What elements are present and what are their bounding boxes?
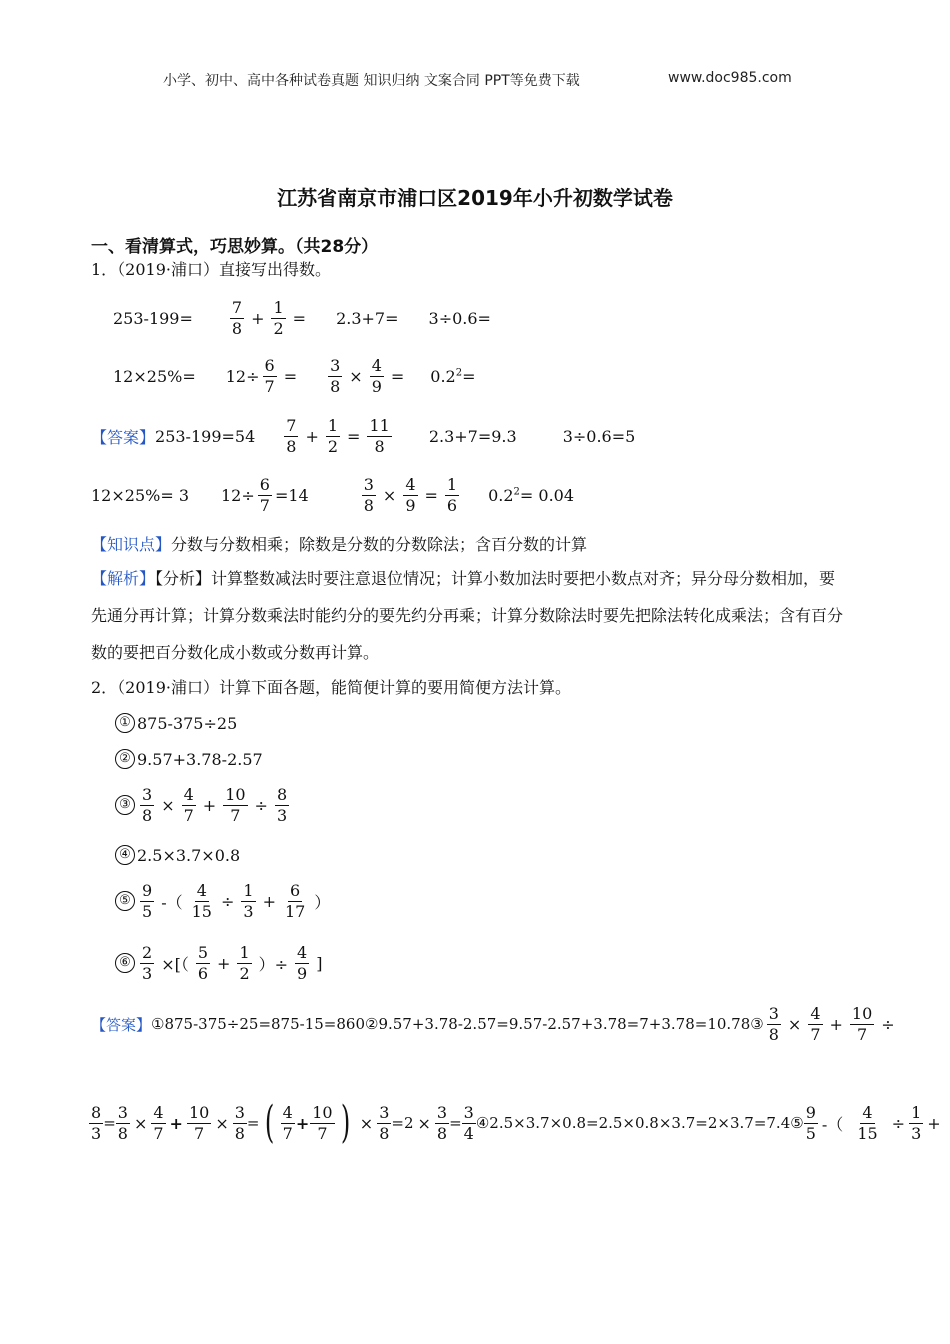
problem-number: ② <box>115 749 135 769</box>
q1-expr-d: 3÷0.6= <box>428 308 491 328</box>
fraction-denominator: 8 <box>330 376 341 396</box>
fraction <box>151 1103 165 1144</box>
exponent: 2 <box>513 486 520 498</box>
fraction-numerator: 3 <box>363 474 374 494</box>
fraction <box>435 1103 449 1144</box>
fraction <box>855 1103 879 1144</box>
math-text <box>488 486 574 505</box>
fraction-numerator: 3 <box>142 784 153 804</box>
fraction-numerator: 4 <box>196 880 207 900</box>
math-operator: -（ <box>821 1114 844 1134</box>
math-text: 12÷ <box>221 485 255 505</box>
fraction <box>362 475 376 516</box>
knowledge-point <box>91 535 587 555</box>
math-text: =14 <box>274 485 309 505</box>
fraction <box>377 1103 391 1144</box>
fraction-numerator: 3 <box>117 1102 128 1122</box>
q2-problem-5 <box>115 879 334 923</box>
fraction <box>241 881 255 922</box>
fraction <box>295 943 309 984</box>
math-operator: ÷ <box>881 1014 895 1034</box>
math-operator: ×[（ <box>161 954 189 974</box>
fraction-numerator: 8 <box>276 784 288 804</box>
math-text: 875-375÷25 <box>137 713 238 733</box>
math-operator: × <box>417 1113 431 1133</box>
math-text: 【知识点】 <box>91 535 172 554</box>
fraction <box>284 416 298 457</box>
fraction <box>140 785 154 826</box>
fraction-numerator: 4 <box>282 1102 293 1122</box>
fraction <box>116 1103 130 1144</box>
fraction-denominator: 7 <box>282 1123 293 1143</box>
fraction-numerator: 6 <box>290 880 301 900</box>
fraction-numerator: 9 <box>142 880 153 900</box>
fraction-denominator: 7 <box>153 1123 164 1143</box>
math-text: 2.3+7=9.3 <box>428 426 517 446</box>
analysis-paragraph <box>91 560 851 671</box>
q1-expr-c: 2.3+7= <box>336 308 399 328</box>
fraction-denominator: 3 <box>243 901 254 921</box>
fraction <box>233 1103 247 1144</box>
fraction-denominator: 8 <box>363 495 374 515</box>
fraction <box>190 881 214 922</box>
q1-row-1 <box>113 296 491 340</box>
fraction-numerator: 4 <box>183 784 194 804</box>
math-operator: × <box>359 1113 374 1133</box>
fraction-numerator: 1 <box>239 942 250 962</box>
math-text: 0.2 <box>430 366 456 386</box>
fraction <box>909 1103 923 1144</box>
math-operator: = <box>424 485 438 505</box>
fraction-numerator: 1 <box>327 415 339 435</box>
math-operator: ） <box>314 892 331 912</box>
answer-tag-2: 【答案】 <box>91 1015 152 1034</box>
fraction-numerator: 4 <box>862 1102 873 1122</box>
question-2-stem: 2．（2019·浦口）计算下面各题，能简便计算的要用简便方法计算。 <box>91 678 571 697</box>
exponent: 2 <box>455 367 463 379</box>
fraction <box>89 1103 103 1144</box>
fraction-numerator: 4 <box>405 474 416 494</box>
section-heading: 一、看清算式，巧思妙算。（共28分） <box>91 237 379 257</box>
fraction-numerator: 2 <box>142 942 153 962</box>
fraction-numerator: 3 <box>436 1102 448 1122</box>
fraction <box>462 1103 476 1144</box>
math-operator: × <box>382 485 397 505</box>
fraction-denominator: 2 <box>327 436 339 456</box>
page-title: 江苏省南京市浦口区2019年小升初数学试卷 <box>277 186 673 210</box>
math-text: ) <box>340 1097 350 1148</box>
q2-problem-6 <box>115 941 326 985</box>
fraction-numerator: 6 <box>259 474 270 494</box>
fraction-denominator: 8 <box>379 1123 390 1143</box>
math-text: = <box>103 1114 116 1132</box>
fraction-denominator: 3 <box>91 1123 102 1143</box>
fraction-denominator: 15 <box>857 1123 878 1143</box>
math-text: = <box>246 1114 260 1132</box>
q1-answer-row-1 <box>91 414 635 458</box>
math-text: 9.57+3.78-2.57 <box>137 749 263 769</box>
fraction-numerator: 11 <box>369 415 390 435</box>
q2-answer-line-2 <box>89 1099 945 1147</box>
fraction-numerator: 10 <box>188 1102 210 1122</box>
fraction-numerator: 9 <box>805 1102 816 1122</box>
math-operator: ÷ <box>254 795 268 815</box>
q2-problem-4 <box>115 842 240 868</box>
fraction-denominator: 7 <box>230 805 241 825</box>
math-text: = 0.04 <box>519 485 575 505</box>
fraction-denominator: 7 <box>264 376 275 396</box>
fraction-denominator: 3 <box>911 1123 922 1143</box>
q1-expr-h <box>430 367 475 386</box>
q2-problem-2 <box>115 746 263 772</box>
fraction <box>445 475 459 516</box>
fraction-denominator: 3 <box>276 805 288 825</box>
math-text: 0.2 <box>488 485 514 505</box>
fraction-denominator: 8 <box>117 1123 128 1143</box>
math-text: 分数与分数相乘；除数是分数的分数除法；含百分数的计算 <box>171 535 588 554</box>
fraction-denominator: 8 <box>231 318 243 338</box>
math-text: ②9.57+3.78-2.57=9.57-2.57+3.78=7+3.78=10.78 <box>365 1015 751 1033</box>
fraction <box>182 785 196 826</box>
fraction-denominator: 7 <box>259 495 270 515</box>
q2-problem-3 <box>115 783 292 827</box>
math-text: ①875-375÷25=875-15=860 <box>151 1015 365 1033</box>
fraction-numerator: 8 <box>91 1102 102 1122</box>
math-text: = <box>462 366 476 386</box>
answer-tag: 【答案】 <box>91 427 156 447</box>
q1-expr-b <box>227 298 310 339</box>
math-text: 【分析】计算整数减法时要注意退位情况；计算小数加法时要把小数点对齐；异分母分数相加，要先通分再计算；计算分数乘法时能约分的要先约分再乘；计算分数除法时要先把除法转化成乘法；含有百分数的要把百分数化成小数或分数再计算。 <box>91 569 844 662</box>
math-operator: × <box>161 795 175 815</box>
math-operator: ）÷ <box>258 954 289 974</box>
fraction <box>140 881 154 922</box>
math-operator: + <box>305 426 319 446</box>
math-text: 253-199=54 <box>155 426 256 446</box>
fraction <box>283 881 307 922</box>
problem-number: ④ <box>115 845 135 865</box>
fraction-numerator: 10 <box>312 1102 333 1122</box>
math-text <box>221 475 309 516</box>
fraction-numerator: 4 <box>297 942 308 962</box>
math-operator: = <box>292 308 307 328</box>
math-operator: = <box>283 366 298 386</box>
fraction-denominator: 8 <box>286 436 297 456</box>
fraction-numerator: 5 <box>197 942 209 962</box>
fraction-denominator: 9 <box>371 376 382 396</box>
math-operator: + <box>169 1113 183 1133</box>
fraction <box>140 943 154 984</box>
q2-problem-1 <box>115 710 237 736</box>
math-text: 12×25%= 3 <box>91 485 189 505</box>
fraction-numerator: 3 <box>330 355 341 375</box>
math-text: ( <box>265 1097 275 1148</box>
fraction-denominator: 7 <box>317 1123 328 1143</box>
fraction-denominator: 3 <box>142 963 153 983</box>
fraction-denominator: 6 <box>197 963 209 983</box>
fraction-denominator: 8 <box>768 1024 779 1044</box>
fraction-numerator: 3 <box>379 1102 390 1122</box>
math-operator: + <box>262 891 276 911</box>
q2-answer-line-1 <box>91 1002 899 1046</box>
fraction-numerator: 10 <box>225 784 246 804</box>
fraction-denominator: 5 <box>805 1123 816 1143</box>
math-text: 【解析】 <box>91 569 156 588</box>
q1-expr-a: 253-199= <box>113 308 193 328</box>
fraction-denominator: 17 <box>284 901 306 921</box>
fraction <box>263 356 277 397</box>
fraction-numerator: 3 <box>463 1102 474 1122</box>
math-operator: × <box>133 1113 148 1133</box>
fraction-numerator: 1 <box>243 880 254 900</box>
fraction-numerator: 4 <box>153 1102 164 1122</box>
math-text <box>359 475 462 516</box>
math-operator: ÷ <box>891 1113 906 1133</box>
q1-expr-e: 12×25%= <box>113 366 196 386</box>
math-text: ④2.5×3.7×0.8=2.5×0.8×3.7=2×3.7=7.4 <box>475 1114 791 1132</box>
fraction <box>403 475 417 516</box>
fraction <box>187 1103 211 1144</box>
math-text: 12÷ <box>225 366 260 386</box>
fraction <box>310 1103 334 1144</box>
fraction-denominator: 5 <box>142 901 153 921</box>
fraction <box>808 1004 822 1045</box>
math-text: ⑤ <box>790 1114 804 1132</box>
fraction-numerator: 3 <box>234 1102 245 1122</box>
fraction <box>804 1103 818 1144</box>
fraction-denominator: 7 <box>810 1024 821 1044</box>
header-site[interactable]: www.doc985.com <box>668 70 792 86</box>
fraction-numerator: 1 <box>911 1102 922 1122</box>
problem-number: ⑥ <box>115 953 135 973</box>
fraction <box>258 475 272 516</box>
fraction <box>281 1103 295 1144</box>
header-note: 小学、初中、高中各种试卷真题 知识归纳 文案合同 PPT等免费下载 <box>163 73 580 89</box>
math-operator: = <box>347 426 361 446</box>
math-text: =2 <box>391 1114 414 1132</box>
q1-expr-g <box>325 356 408 397</box>
fraction-denominator: 9 <box>297 963 308 983</box>
math-operator: + <box>829 1014 843 1034</box>
fraction-denominator: 4 <box>463 1123 474 1143</box>
math-operator: -（ <box>161 892 183 912</box>
fraction-numerator: 6 <box>264 355 275 375</box>
fraction <box>223 785 247 826</box>
fraction-numerator: 3 <box>768 1003 779 1023</box>
problem-number: ⑤ <box>115 891 135 911</box>
fraction-denominator: 7 <box>183 805 194 825</box>
math-operator: ÷ <box>220 891 235 911</box>
fraction-denominator: 9 <box>405 495 416 515</box>
fraction <box>370 356 384 397</box>
math-text: 2.5×3.7×0.8 <box>137 845 241 865</box>
math-text: 3÷0.6=5 <box>562 426 636 446</box>
fraction-denominator: 8 <box>234 1123 245 1143</box>
fraction <box>850 1004 874 1045</box>
fraction <box>237 943 251 984</box>
math-text: ③ <box>750 1015 764 1033</box>
fraction <box>767 1004 781 1045</box>
problem-number: ③ <box>115 795 135 815</box>
fraction-denominator: 8 <box>436 1123 448 1143</box>
math-operator: + <box>217 953 231 973</box>
fraction-numerator: 1 <box>273 297 284 317</box>
math-operator: ] <box>316 953 323 973</box>
q1-row-2 <box>113 354 476 398</box>
math-operator: × <box>349 366 363 386</box>
fraction-denominator: 7 <box>194 1123 205 1143</box>
math-operator: + <box>251 308 265 328</box>
math-operator: + <box>295 1113 310 1133</box>
fraction-denominator: 8 <box>142 805 153 825</box>
fraction <box>196 943 210 984</box>
fraction-numerator: 10 <box>851 1003 873 1023</box>
math-operator: = <box>390 366 405 386</box>
fraction-denominator: 15 <box>191 901 212 921</box>
problem-number: ① <box>115 713 135 733</box>
fraction <box>367 416 391 457</box>
fraction <box>326 416 340 457</box>
fraction <box>230 298 244 339</box>
fraction-denominator: 7 <box>857 1024 868 1044</box>
fraction <box>271 298 285 339</box>
fraction-denominator: 6 <box>446 495 458 515</box>
fraction-denominator: 8 <box>374 436 385 456</box>
question-1-stem: 1．（2019·浦口）直接写出得数。 <box>91 260 331 279</box>
q1-answer-row-2 <box>91 473 574 517</box>
fraction-numerator: 4 <box>810 1003 821 1023</box>
fraction-denominator: 2 <box>239 963 250 983</box>
math-operator: + <box>202 795 217 815</box>
math-operator: + <box>927 1113 941 1133</box>
q1-expr-f <box>226 356 301 397</box>
fraction-denominator: 2 <box>273 318 284 338</box>
fraction <box>275 785 289 826</box>
math-text: = <box>449 1114 462 1132</box>
fraction-numerator: 7 <box>286 415 297 435</box>
math-operator: × <box>215 1113 229 1133</box>
fraction-numerator: 1 <box>446 474 458 494</box>
fraction-numerator: 4 <box>371 355 382 375</box>
math-operator: × <box>787 1014 802 1034</box>
fraction-numerator: 7 <box>231 297 243 317</box>
math-text <box>281 416 395 457</box>
fraction <box>328 356 342 397</box>
